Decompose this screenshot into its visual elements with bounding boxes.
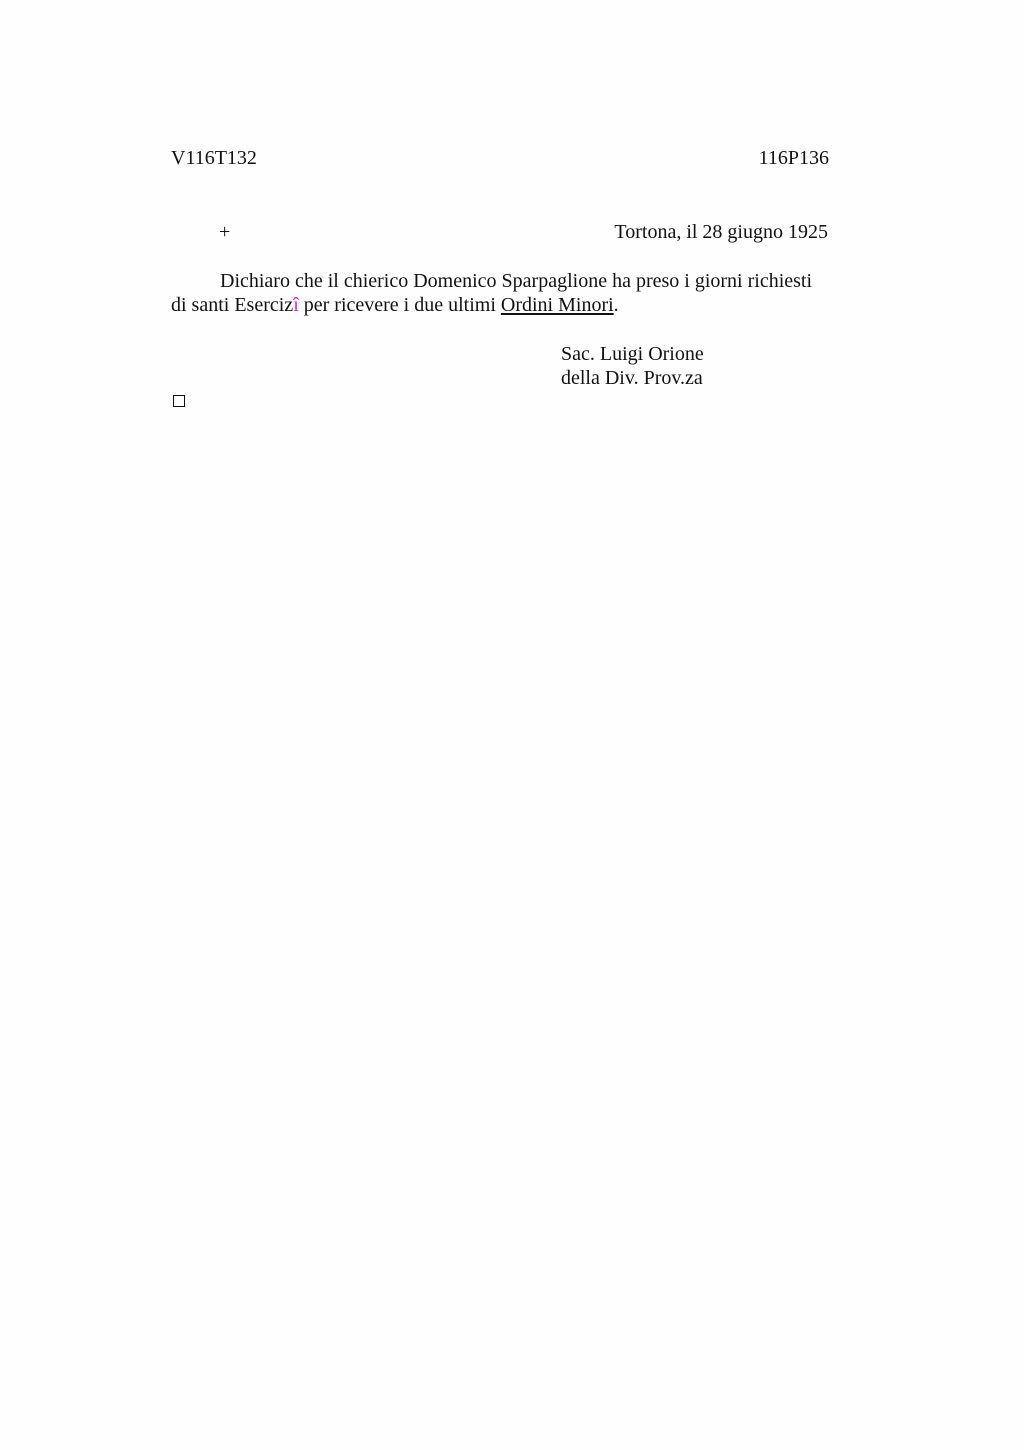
signature-title: della Div. Prov.za <box>561 367 703 389</box>
empty-square-icon <box>173 395 185 407</box>
body-text-segment: per ricevere i due ultimi <box>298 294 501 316</box>
highlighted-accent-char: î <box>293 294 299 316</box>
body-line-2 <box>171 293 619 317</box>
body-text-segment: di santi Eserciz <box>171 294 294 316</box>
document-code-right: 116P136 <box>758 147 829 169</box>
signature-name: Sac. Luigi Orione <box>561 343 704 365</box>
underlined-phrase: Ordini Minori <box>500 294 614 316</box>
document-code-left: V116T132 <box>171 147 257 169</box>
body-line-1: Dichiaro che il chierico Domenico Sparpaglione ha preso i giorni richiesti <box>220 270 813 292</box>
cross-mark: + <box>219 221 231 243</box>
body-text-segment: . <box>613 294 619 316</box>
place-date-line: Tortona, il 28 giugno 1925 <box>614 221 828 243</box>
